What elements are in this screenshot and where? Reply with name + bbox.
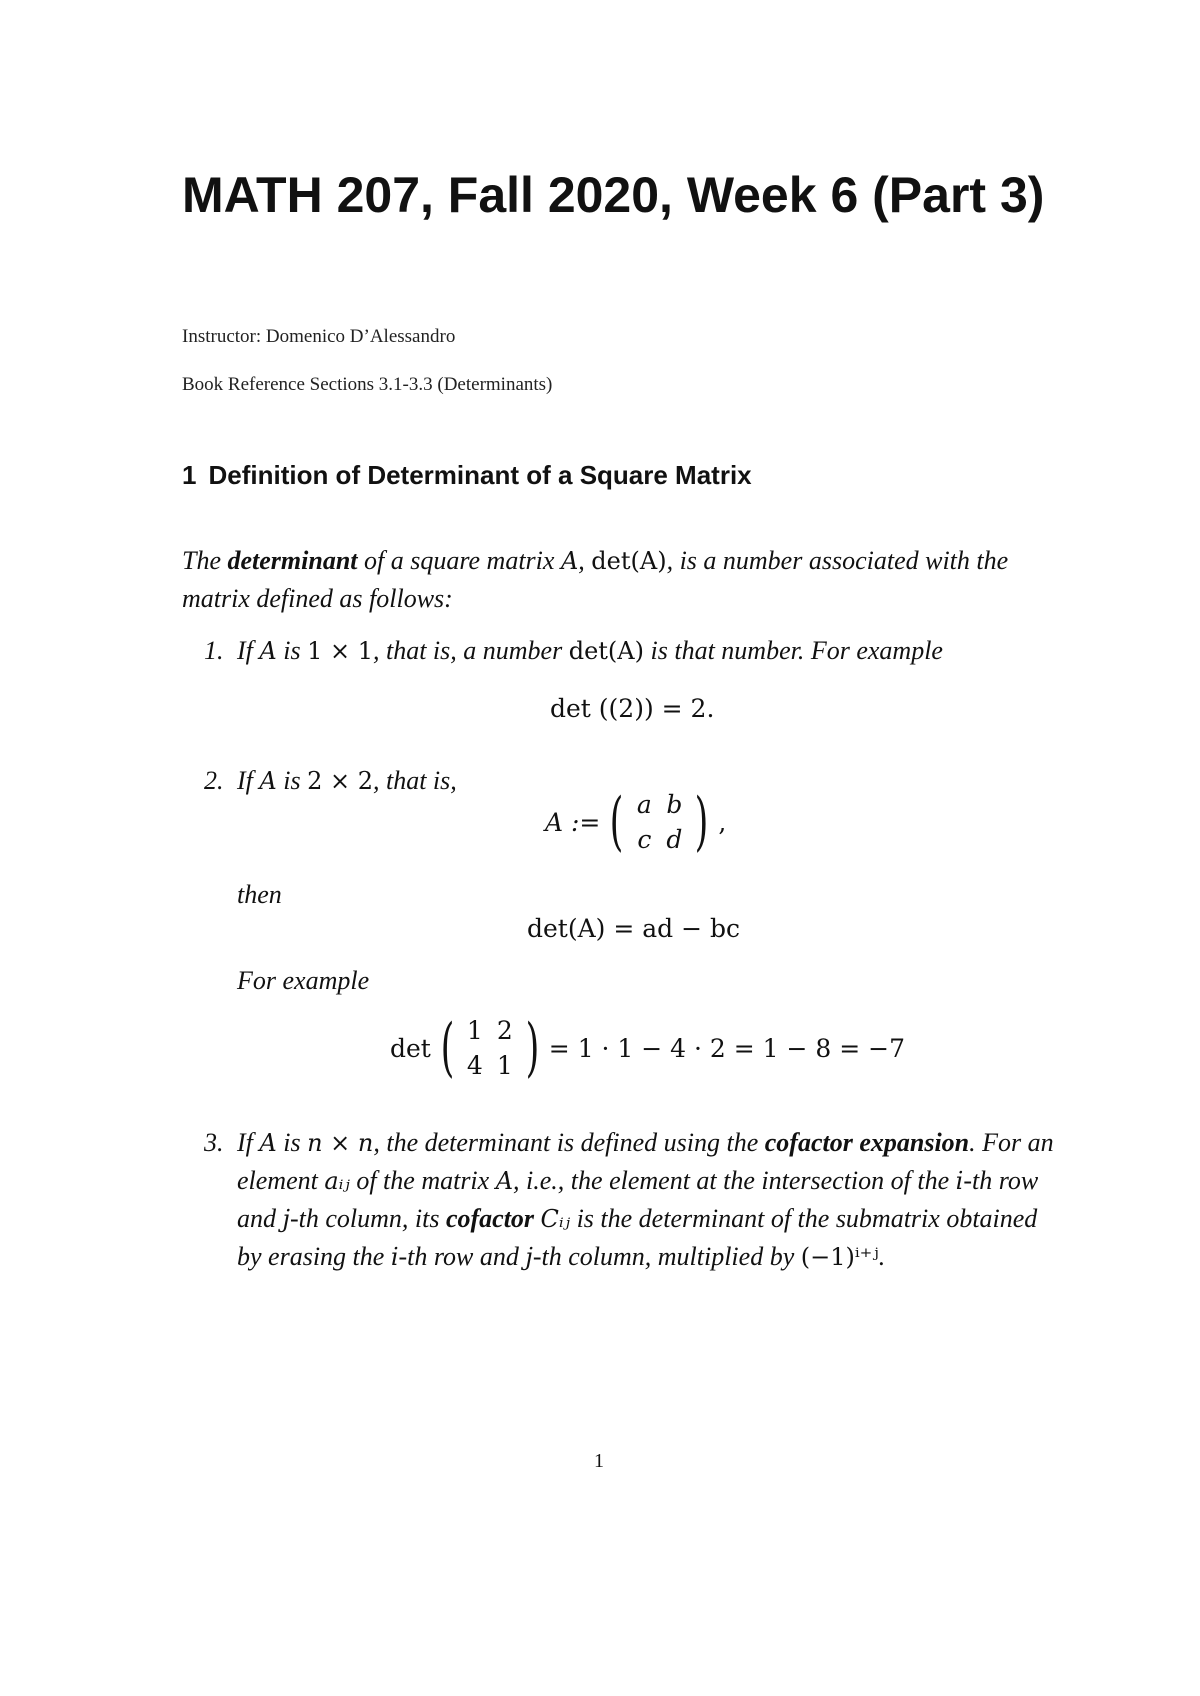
matrix-entry: b bbox=[666, 790, 683, 819]
section-title: Definition of Determinant of a Square Matrix bbox=[208, 460, 752, 490]
page-number: 1 bbox=[594, 1450, 604, 1472]
list-item-1 bbox=[204, 632, 1062, 670]
math-var: A bbox=[259, 767, 277, 795]
text: The bbox=[182, 546, 228, 575]
math-index: j bbox=[525, 1243, 533, 1271]
example-equation bbox=[390, 1011, 906, 1085]
text: If bbox=[237, 1128, 260, 1157]
math-element: aᵢⱼ bbox=[324, 1167, 350, 1195]
term-determinant: determinant bbox=[227, 546, 358, 575]
section-number: 1 bbox=[182, 460, 197, 490]
math-det: det(A) bbox=[591, 547, 667, 575]
det-formula: det(A) = ad − bc bbox=[527, 914, 741, 943]
example-rhs: = 1 · 1 − 4 · 2 = 1 − 8 = −7 bbox=[548, 1033, 906, 1063]
page-title: MATH 207, Fall 2020, Week 6 (Part 3) bbox=[182, 167, 1045, 223]
text: -th row and bbox=[237, 1166, 1039, 1233]
right-paren: ) bbox=[525, 1011, 540, 1085]
term-cofactor-expansion: cofactor expansion bbox=[764, 1128, 970, 1157]
text: -th column, multiplied by bbox=[532, 1242, 801, 1271]
display-equation-1: det ((2)) = 2. bbox=[550, 694, 715, 723]
text: is bbox=[276, 1128, 308, 1157]
list-marker: 1. bbox=[204, 636, 224, 665]
book-reference: Book Reference Sections 3.1-3.3 (Determinants) bbox=[182, 374, 553, 395]
matrix-entry: 1 bbox=[496, 1051, 513, 1080]
matrix-entry: c bbox=[637, 825, 652, 854]
text: is bbox=[276, 766, 308, 795]
intro-paragraph bbox=[182, 542, 1062, 617]
left-paren: ( bbox=[609, 785, 624, 859]
instructor-line: Instructor: Domenico D’Alessandro bbox=[182, 326, 456, 347]
math-sign: (−1)ⁱ⁺ʲ bbox=[800, 1243, 879, 1271]
math-var: A bbox=[259, 1129, 277, 1157]
math-var: A bbox=[495, 1167, 514, 1195]
math-size: 2 × 2 bbox=[307, 767, 373, 795]
matrix-entry: 2 bbox=[496, 1016, 513, 1045]
matrix-entry: 1 bbox=[466, 1016, 483, 1045]
definition-lhs: A := bbox=[545, 807, 601, 837]
list-item-3 bbox=[204, 1124, 1062, 1276]
matrix-grid bbox=[460, 1016, 520, 1080]
math-var: A bbox=[259, 637, 277, 665]
matrix-entry: 4 bbox=[466, 1051, 483, 1080]
math-index: j bbox=[282, 1205, 290, 1233]
text: is bbox=[276, 636, 308, 665]
text: . For an element bbox=[237, 1128, 1054, 1195]
math-var: A bbox=[560, 547, 579, 575]
text: , that is, a number bbox=[372, 636, 569, 665]
math-size: 1 × 1 bbox=[307, 637, 373, 665]
text: . bbox=[878, 1242, 886, 1271]
trailing-comma: , bbox=[718, 807, 727, 837]
term-cofactor: cofactor bbox=[445, 1204, 535, 1233]
text: -th column, its bbox=[289, 1204, 446, 1233]
math-cofactor: Cᵢⱼ bbox=[540, 1205, 571, 1233]
math-index: i bbox=[955, 1167, 964, 1195]
text: , i.e., the element at the intersection of the bbox=[513, 1166, 956, 1195]
text: of a square matrix bbox=[357, 546, 561, 575]
math-index: i bbox=[390, 1243, 399, 1271]
matrix-numeric bbox=[435, 1011, 545, 1085]
text: -th row and bbox=[398, 1242, 526, 1271]
text: is that number. For example bbox=[644, 636, 943, 665]
right-paren: ) bbox=[694, 785, 709, 859]
matrix-symbolic bbox=[604, 785, 714, 859]
text: , the determinant is defined using the bbox=[373, 1128, 765, 1157]
text: of the matrix bbox=[349, 1166, 496, 1195]
math-size: n × n bbox=[307, 1129, 374, 1157]
left-paren: ( bbox=[440, 1011, 455, 1085]
then-label: then bbox=[237, 880, 282, 909]
text: is the determinant of the submatrix obtained by erasing the bbox=[237, 1204, 1038, 1271]
section-heading bbox=[182, 460, 752, 491]
list-marker: 2. bbox=[204, 766, 224, 795]
text: If bbox=[237, 636, 260, 665]
for-example-label: For example bbox=[237, 966, 370, 995]
det-operator: det bbox=[390, 1033, 431, 1063]
matrix-entry: d bbox=[666, 825, 683, 854]
text: , is a number associated with the matrix defined as follows: bbox=[182, 546, 1009, 613]
text: , that is, bbox=[372, 766, 457, 795]
matrix-definition bbox=[545, 785, 727, 859]
matrix-grid bbox=[629, 790, 689, 854]
math-det: det(A) bbox=[568, 637, 644, 665]
list-marker: 3. bbox=[204, 1128, 224, 1157]
text: If bbox=[237, 766, 260, 795]
text: , bbox=[578, 546, 592, 575]
matrix-entry: a bbox=[636, 790, 652, 819]
